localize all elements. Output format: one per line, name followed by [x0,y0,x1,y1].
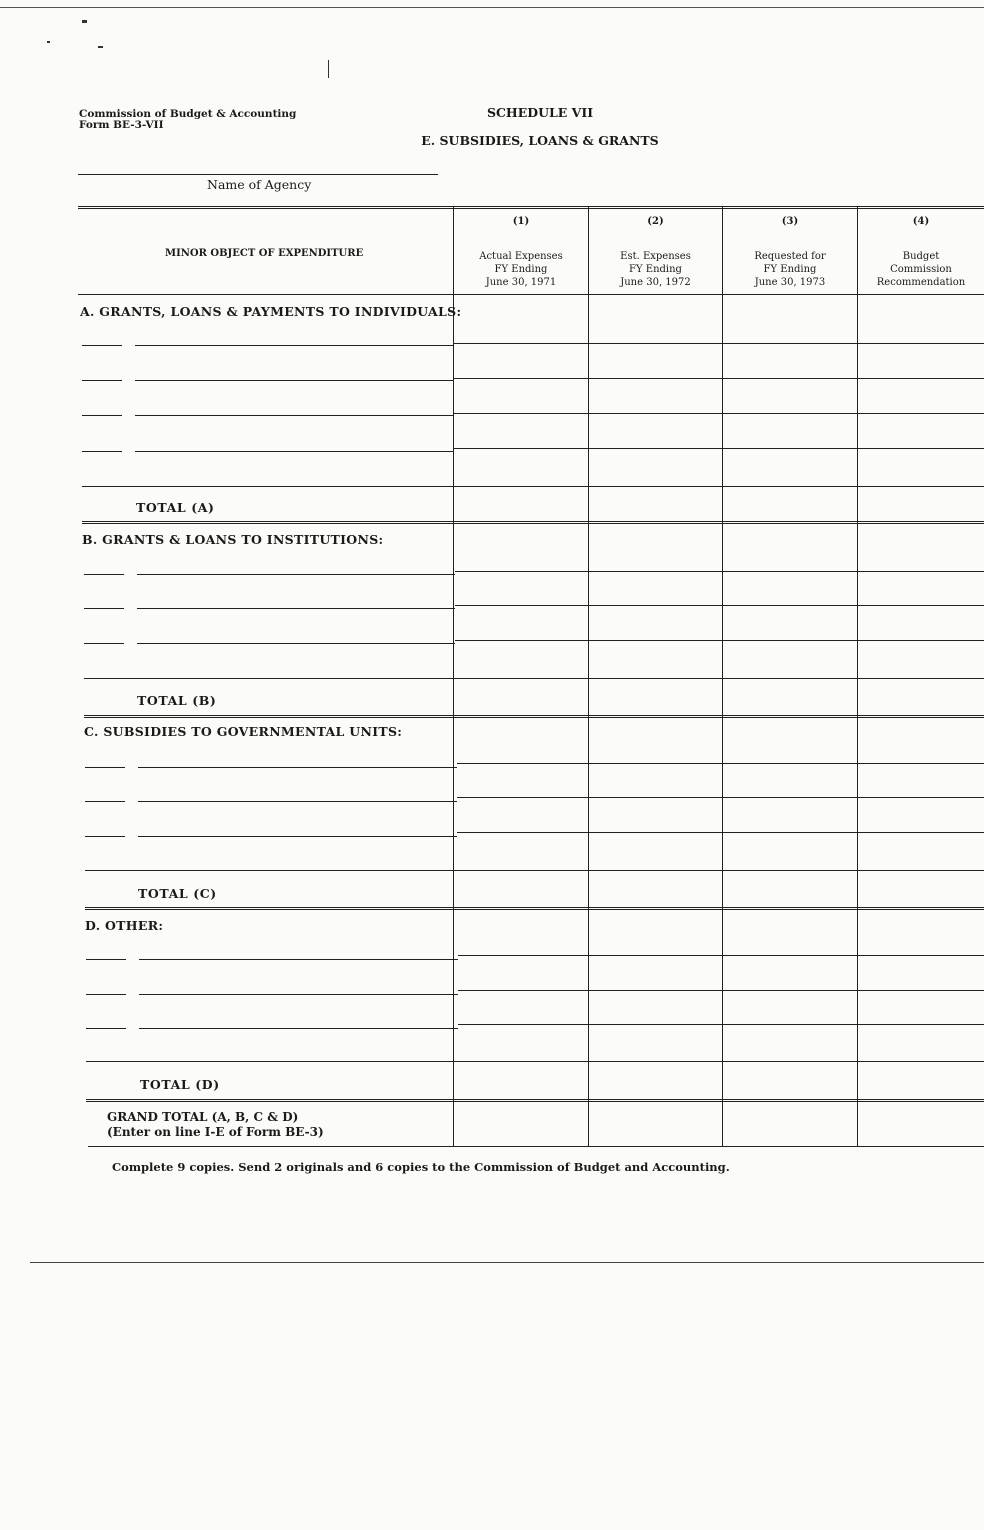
column-1-line2: FY Ending [494,264,548,275]
scan-speck [82,20,87,23]
row-rule [455,605,984,606]
row-rule [457,797,984,798]
form-header-left [79,109,296,131]
section-c-title: C. SUBSIDIES TO GOVERNMENTAL UNITS: [84,724,403,739]
column-4-header [858,250,984,289]
column-4-line3: Recommendation [876,277,966,288]
row-rule [458,990,984,991]
form-number: Form BE-3-VII [79,119,164,131]
row-rule [457,832,984,833]
entry-description-field[interactable] [135,415,454,416]
footer-instructions: Complete 9 copies. Send 2 originals and 6 copies to the Commission of Budget and Accounting. [112,1160,730,1174]
entry-code-field[interactable] [85,836,125,837]
section-d-total-label: TOTAL (D) [140,1077,220,1092]
column-2-header [589,250,722,289]
column-3-line2: FY Ending [763,264,817,275]
column-2-line2: FY Ending [629,264,682,275]
row-rule [86,1061,984,1062]
column-4-number: (4) [912,216,930,227]
column-3-line3: June 30, 1973 [754,277,826,288]
row-rule [84,678,984,679]
entry-code-field[interactable] [82,380,122,381]
column-3-header [723,250,857,289]
section-b-title: B. GRANTS & LOANS TO INSTITUTIONS: [82,532,384,547]
entry-code-field[interactable] [84,574,124,575]
entry-code-field[interactable] [84,608,124,609]
column-1-number: (1) [512,216,530,227]
row-rule [454,343,984,344]
page-top-border [0,7,984,8]
entry-code-field[interactable] [86,994,126,995]
section-d-bottom-rule [86,1099,984,1102]
entry-description-field[interactable] [139,994,458,995]
section-b-bottom-rule [84,715,984,718]
grand-total-label [107,1110,324,1140]
page-bottom-rule [30,1262,984,1263]
entry-description-field[interactable] [135,345,454,346]
grand-total-title: GRAND TOTAL (A, B, C & D) [107,1110,299,1124]
row-rule [455,571,984,572]
grand-total-note: (Enter on line I-E of Form BE-3) [107,1125,324,1139]
entry-code-field[interactable] [82,345,122,346]
column-3-number: (3) [781,216,799,227]
column-2-line3: June 30, 1972 [620,277,691,288]
column-divider [722,207,723,1146]
section-a-title: A. GRANTS, LOANS & PAYMENTS TO INDIVIDUALS: [80,304,462,319]
column-4-line1: Budget [902,251,940,262]
entry-code-field[interactable] [86,959,126,960]
row-rule [82,486,984,487]
entry-code-field[interactable] [82,415,122,416]
section-c-bottom-rule [85,907,984,910]
column-1-line1: Actual Expenses [479,251,563,262]
agency-name-field[interactable] [78,174,438,175]
entry-code-field[interactable] [82,451,122,452]
column-divider [453,207,454,1146]
entry-description-field[interactable] [138,836,457,837]
section-a-total-label: TOTAL (A) [136,500,215,515]
row-rule [457,763,984,764]
scan-speck [98,46,103,48]
column-2-line1: Est. Expenses [620,251,691,262]
scan-speck [328,60,329,78]
column-3-line1: Requested for [754,251,826,262]
entry-description-field[interactable] [137,608,455,609]
entry-description-field[interactable] [135,380,454,381]
entry-code-field[interactable] [85,767,125,768]
row-rule [454,413,984,414]
entry-description-field[interactable] [138,767,457,768]
column-divider [588,207,589,1146]
section-b-total-label: TOTAL (B) [137,693,217,708]
entry-description-field[interactable] [137,643,455,644]
section-a-bottom-rule [82,521,984,524]
column-2-number: (2) [647,216,664,227]
schedule-title: SCHEDULE VII [486,105,594,120]
column-4-line2: Commission [890,264,952,275]
scan-speck [47,41,50,43]
column-1-line3: June 30, 1971 [485,277,557,288]
entry-description-field[interactable] [139,959,458,960]
entry-code-field[interactable] [84,643,124,644]
entry-description-field[interactable] [135,451,454,452]
row-rule [454,378,984,379]
row-rule [458,955,984,956]
column-1-header [454,250,588,289]
header-bottom-rule [78,294,984,295]
entry-description-field[interactable] [138,801,457,802]
section-c-total-label: TOTAL (C) [138,886,217,901]
entry-code-field[interactable] [85,801,125,802]
row-rule [454,448,984,449]
minor-object-header: MINOR OBJECT OF EXPENDITURE [165,248,364,259]
row-rule [85,870,984,871]
entry-description-field[interactable] [137,574,455,575]
column-divider [857,207,858,1146]
commission-name: Commission of Budget & Accounting [79,108,297,120]
section-heading: E. SUBSIDIES, LOANS & GRANTS [421,133,659,148]
entry-code-field[interactable] [86,1028,126,1029]
row-rule [455,640,984,641]
table-bottom-rule [88,1146,984,1147]
row-rule [458,1024,984,1025]
entry-description-field[interactable] [139,1028,458,1029]
section-d-title: D. OTHER: [85,918,164,933]
table-top-rule [78,206,984,209]
agency-name-label: Name of Agency [207,177,312,192]
